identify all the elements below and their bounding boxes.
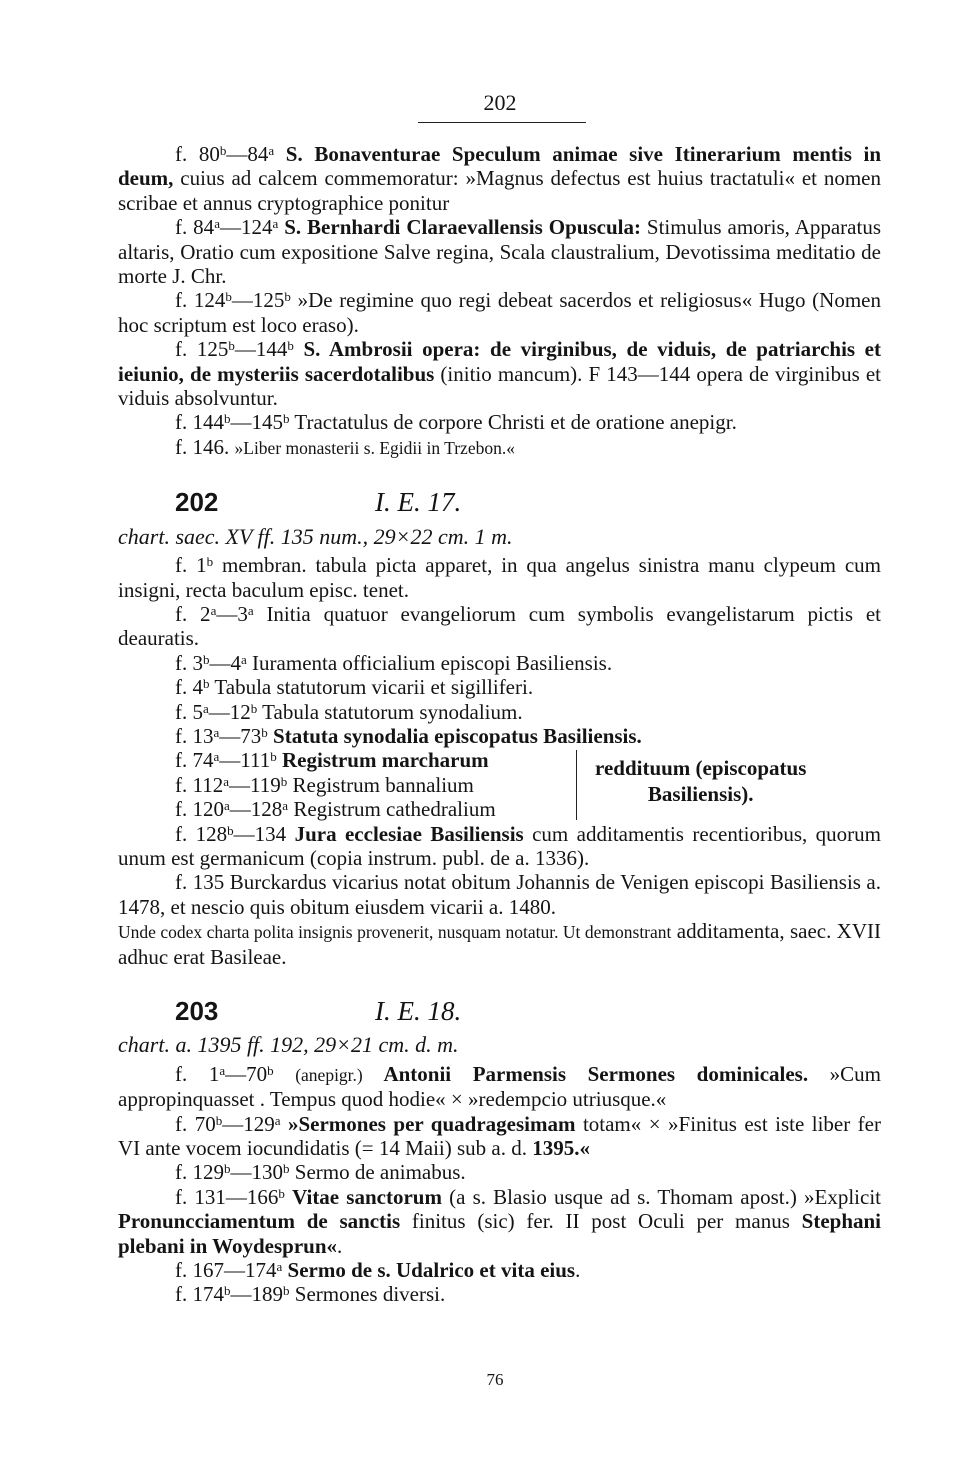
bracket-label-line-1: reddituum (episcopatus [595, 756, 807, 781]
entry-203-heading [118, 996, 881, 1026]
folio-text: (initio mancum). F 143—144 opera de virginibus et viduis absolvuntur. [118, 361, 881, 411]
folio-text: Tractatulus de corpore Christi et de oratione anepigr. [294, 410, 737, 435]
folio-title: Sermo de s. Udalrico et vita eius [287, 1258, 576, 1283]
folio-item [118, 142, 881, 215]
folio-text: Registrum cathedralium [293, 797, 496, 822]
folio-text: Iuramenta officialium episcopi Basiliensis. [252, 650, 613, 675]
folio-ref: f. 135 [175, 870, 230, 895]
folio-ref: f. 74$^a$—111$^b$ [175, 748, 277, 773]
folio-text: cum additamentis recentioribus, quorum unum est germanicum (copia instrum. publ. de a. 1336). [118, 821, 881, 870]
folio-ref: f. 144$^b$—145$^b$ [175, 410, 290, 435]
folio-ref: f. 2$^a$—3$^a$ [175, 601, 254, 626]
folio-title: S. Ambrosii opera: de virginibus, de viduis, de patriarchis et ieiunio, de mysteriis sacerdotalibus [118, 337, 882, 386]
folio-text: Sermo de animabus. [294, 1160, 466, 1185]
entry-203-items [118, 1062, 881, 1307]
brace-mark [570, 750, 577, 820]
folio-text: Tabula statutorum vicarii et sigilliferi. [214, 675, 534, 700]
folio-ref: f. 125$^b$—144$^b$ [175, 337, 294, 362]
folio-text: Registrum bannalium [292, 772, 474, 797]
prev-entry-items [118, 142, 881, 460]
folio-text: Stimulus amoris, Apparatus altaris, Oratio cum expositione Salve regina, Scala claustralium, Devotissima meditatio de morte J. Chr. [118, 215, 882, 289]
entry-202-heading [118, 487, 881, 518]
header-rule [418, 122, 586, 123]
folio-item [118, 435, 881, 460]
folio-ref: f. 5$^a$—12$^b$ [175, 699, 258, 724]
folio-ref: f. 80$^b$—84$^a$ [175, 142, 275, 166]
catalog-text [118, 142, 881, 1307]
folio-item [118, 1185, 881, 1258]
folio-item [118, 602, 881, 651]
folio-text: (a s. Blasio usque ad s. Thomam apost.) »Explicit Pronuncciamentum de sanctis finitus (sic) fer. II post Oculi per manus Stephani plebani in Woydesprun«. [118, 1184, 882, 1258]
folio-ref: f. 1$^a$—70$^b$ [175, 1061, 274, 1086]
folio-item [118, 1160, 881, 1184]
folio-title: Vitae sanctorum [292, 1184, 442, 1209]
folio-ref: f. 120$^a$—128$^a$ [175, 797, 289, 822]
note-rest-text: additamenta, saec. XVII adhuc erat Basileae. [118, 919, 881, 969]
folio-text: Tabula statutorum synodalium. [262, 699, 523, 724]
folio-title: S. Bonaventurae Speculum animae sive Itinerarium mentis in deum, [118, 142, 881, 191]
folio-item [118, 675, 881, 699]
folio-text: Burckardus vicarius notat obitum Johannis de Venigen episcopi Basiliensis a. 1478, et nescio quis obitum eiusdem vicarii a. 1480. [118, 870, 881, 919]
folio-text: Sermones diversi. [294, 1282, 446, 1307]
folio-item [118, 822, 881, 871]
folio-ref: f. 167—174$^a$ [175, 1258, 283, 1283]
folio-item [118, 1282, 881, 1306]
entry-202-bracket-group [118, 748, 881, 821]
folio-ref: f. 4$^b$ [175, 675, 210, 700]
folio-title: Antonii Parmensis Sermones dominicales. [383, 1061, 809, 1086]
entry-202-items-b [118, 822, 881, 920]
entry-202-number: 202 [175, 487, 219, 518]
folio-ref: f. 70$^b$—129$^a$ [175, 1111, 281, 1136]
folio-item [118, 700, 881, 724]
folio-item [118, 288, 881, 337]
folio-item [118, 337, 881, 410]
folio-item [118, 215, 881, 288]
folio-text: cuius ad calcem commemoratur: »Magnus defectus est huius tractatuli« et nomen scribae et annus cryptographice ponitur [118, 166, 881, 215]
folio-item [118, 1258, 881, 1282]
folio-text: Initia quatuor evangeliorum cum symbolis evangelistarum pictis et deauratis. [118, 601, 881, 651]
folio-item [118, 870, 881, 919]
folio-ref: f. 174$^b$—189$^b$ [175, 1282, 290, 1307]
entry-202-signature: I. E. 17. [375, 487, 462, 518]
folio-text: »Liber monasterii s. Egidii in Trzebon.« [234, 437, 515, 458]
folio-title: Registrum marcharum [282, 748, 489, 773]
folio-ref: f. 124$^b$—125$^b$ [175, 288, 291, 313]
folio-ref: f. 1$^b$ [175, 553, 214, 578]
folio-item [118, 553, 881, 602]
footer-folio-number: 76 [486, 1370, 504, 1389]
folio-title: Statuta synodalia episcopatus Basiliensis. [273, 723, 642, 748]
folio-ref: f. 84$^a$—124$^a$ [175, 215, 279, 240]
bracket-label-line-2: Basiliensis). [647, 782, 754, 807]
folio-item [118, 1112, 881, 1161]
entry-202-description: chart. saec. XV ff. 135 num., 29×22 cm. 1 m. [118, 523, 513, 549]
folio-ref: f. 3$^b$—4$^a$ [175, 650, 247, 675]
anepigr-note: (anepigr.) [295, 1064, 384, 1085]
folio-title: Jura ecclesiae Basiliensis [294, 821, 524, 846]
folio-item [118, 410, 881, 434]
folio-ref: f. 112$^a$—119$^b$ [175, 772, 288, 797]
bracket-label [595, 755, 806, 807]
folio-item [118, 651, 881, 675]
folio-text: »De regimine quo regi debeat sacerdos et religiosus« Hugo (Nomen hoc scriptum est loco eraso). [118, 288, 881, 337]
folio-title: »Sermones per quadragesimam [287, 1111, 576, 1136]
folio-ref: f. 128$^b$—134 [175, 821, 295, 846]
folio-ref: f. 129$^b$—130$^b$ [175, 1160, 290, 1185]
entry-203-description: chart. a. 1395 ff. 192, 29×21 cm. d. m. [118, 1032, 459, 1058]
folio-ref: f. 131—166$^b$ [175, 1184, 285, 1209]
folio-text: »Cum appropinquasset . Tempus quod hodie« × »redempcio utriusque.« [118, 1061, 882, 1112]
entry-202-items [118, 553, 881, 748]
folio-text: . [575, 1258, 581, 1283]
folio-ref: f. 13$^a$—73$^b$ [175, 723, 268, 748]
entry-202-note [118, 919, 881, 969]
entry-203-signature: I. E. 18. [375, 996, 462, 1026]
folio-item [118, 724, 881, 748]
folio-text: membran. tabula picta apparet, in qua angelus sinistra manu clypeum cum insigni, recta baculum episc. tenet. [118, 553, 882, 602]
page-number: 202 [483, 90, 517, 115]
folio-text: totam« × »Finitus est iste liber fer VI ante vocem iocundidatis (= 14 Maii) sub a. d. 1395.« [118, 1111, 881, 1161]
entry-203-number: 203 [175, 996, 219, 1026]
folio-item [118, 1062, 881, 1112]
folio-title: S. Bernhardi Claraevallensis Opuscula: [284, 215, 641, 240]
folio-ref: f. 146. [175, 434, 235, 459]
note-small-text: Unde codex charta polita insignis provenerit, nusquam notatur. Ut demonstrant [118, 922, 672, 943]
